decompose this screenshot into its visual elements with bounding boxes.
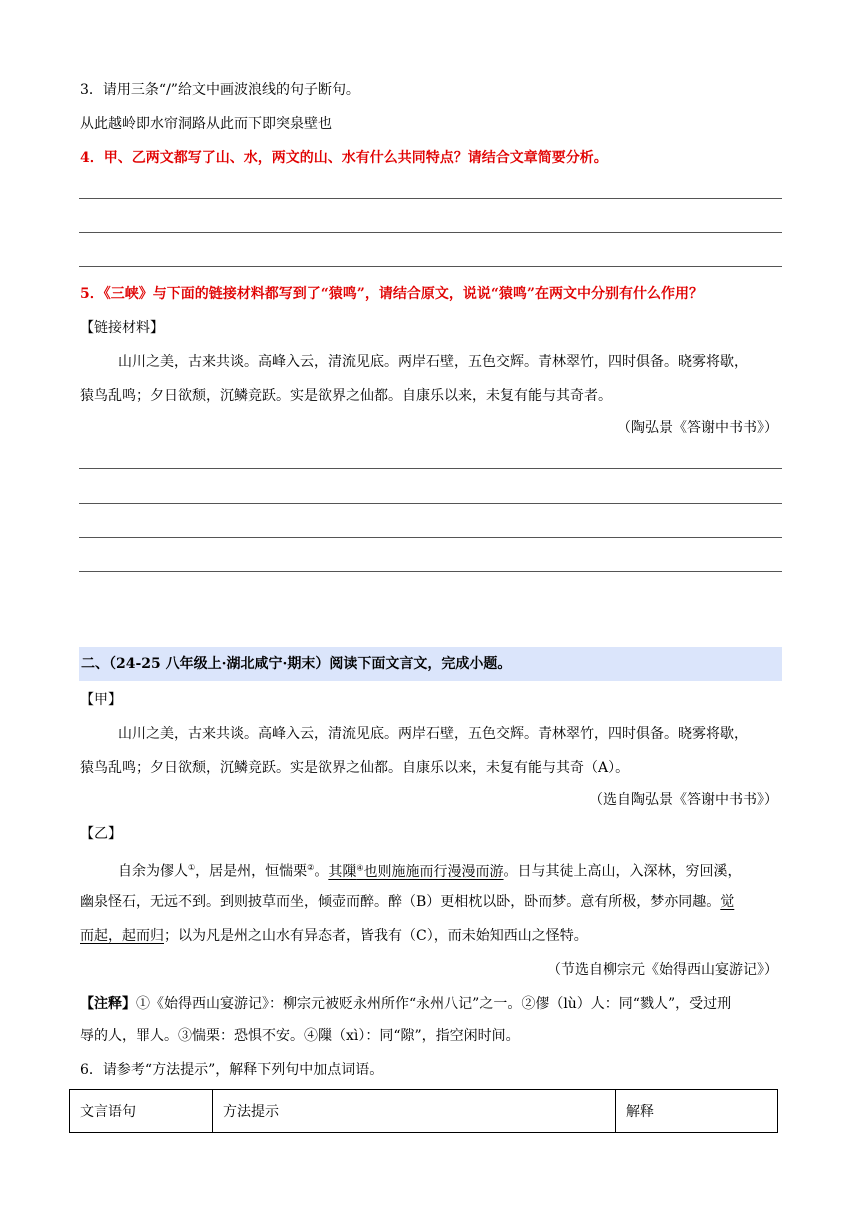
answer-line	[79, 198, 782, 199]
notes-label: 【注释】	[80, 996, 136, 1012]
yi-text: ；以为凡是州之山水有异态者，皆我有（C），而未始知西山之怪特。	[164, 928, 588, 944]
table-header-cell: 文言语句	[70, 1090, 213, 1133]
question-5-prompt: 5．《三峡》与下面的链接材料都写到了“猿鸣”，请结合原文，说说“猿鸣”在两文中分别有什么作用？	[80, 286, 703, 302]
material-label: 【链接材料】	[80, 320, 164, 336]
answer-line	[79, 468, 782, 469]
underlined-text: 觉	[720, 894, 735, 910]
yi-text: 自余为僇人	[118, 863, 188, 880]
answer-line	[79, 537, 782, 538]
answer-table	[69, 1089, 778, 1133]
table-header-cell: 解释	[616, 1090, 778, 1133]
yi-source: （节选自柳宗元《始得西山宴游记》）	[547, 962, 778, 978]
notes-line-1	[80, 994, 731, 1014]
yi-line-2	[80, 892, 734, 912]
yi-text: 。日与其徒上高山，入深林，穷回溪，	[503, 863, 742, 880]
answer-line	[79, 266, 782, 267]
yi-line-3	[80, 926, 588, 946]
section-2-title: 二、（24-25 八年级上·湖北咸宁·期末）阅读下面文言文，完成小题。	[81, 656, 512, 672]
question-3-sentence: 从此越岭即水帘洞路从此而下即突泉壁也	[80, 116, 332, 132]
notes-text: ①《始得西山宴游记》：柳宗元被贬永州所作“永州八记”之一。②僇（lù）人：同“戮人”，受过刑	[136, 996, 732, 1012]
question-6-prompt: 6．请参考“方法提示”，解释下列句中加点词语。	[80, 1062, 384, 1078]
yi-text: 。	[314, 863, 329, 880]
material-source: （陶弘景《答谢中书书》）	[617, 420, 778, 436]
yi-line-1	[118, 858, 742, 882]
jia-line-2: 猿鸟乱鸣；夕日欲颓，沉鳞竞跃。实是欲界之仙都。自康乐以来，未复有能与其奇（A）。	[80, 760, 630, 776]
footnote-marker: ④	[356, 863, 364, 872]
underlined-text: 其隟	[328, 863, 357, 880]
jia-line-1: 山川之美，古来共谈。高峰入云，清流见底。两岸石壁，五色交辉。青林翠竹，四时俱备。晓雾将歇，	[118, 726, 748, 742]
material-line-1: 山川之美，古来共谈。高峰入云，清流见底。两岸石壁，五色交辉。青林翠竹，四时俱备。晓雾将歇，	[118, 354, 748, 370]
answer-line	[79, 503, 782, 504]
section-2-header	[79, 647, 782, 681]
jia-label: 【甲】	[80, 692, 122, 708]
yi-text: 幽泉怪石，无远不到。到则披草而坐，倾壶而醉。醉（B）更相枕以卧，卧而梦。意有所极，梦亦同趣。	[80, 894, 721, 910]
notes-line-2: 辱的人，罪人。③惴栗：恐惧不安。④隟（xì）：同“隙”，指空闲时间。	[80, 1028, 520, 1044]
question-4-prompt: 4．甲、乙两文都写了山、水，两文的山、水有什么共同特点？请结合文章简要分析。	[80, 150, 608, 166]
underlined-text: 也则施施而行漫漫而游	[363, 863, 504, 880]
material-line-2: 猿鸟乱鸣；夕日欲颓，沉鳞竞跃。实是欲界之仙都。自康乐以来，未复有能与其奇者。	[80, 388, 612, 404]
answer-line	[79, 571, 782, 572]
yi-text: ，居是州，恒惴栗	[195, 863, 308, 880]
underlined-text: 而起，起而归	[80, 928, 164, 944]
footnote-marker: ①	[188, 863, 196, 872]
footnote-marker: ②	[307, 863, 315, 872]
yi-label: 【乙】	[80, 826, 122, 842]
table-row	[70, 1090, 778, 1133]
table-header-cell: 方法提示	[213, 1090, 616, 1133]
question-3-prompt: 3．请用三条“/”给文中画波浪线的句子断句。	[80, 82, 360, 98]
answer-line	[79, 232, 782, 233]
jia-source: （选自陶弘景《答谢中书书》）	[589, 792, 778, 808]
